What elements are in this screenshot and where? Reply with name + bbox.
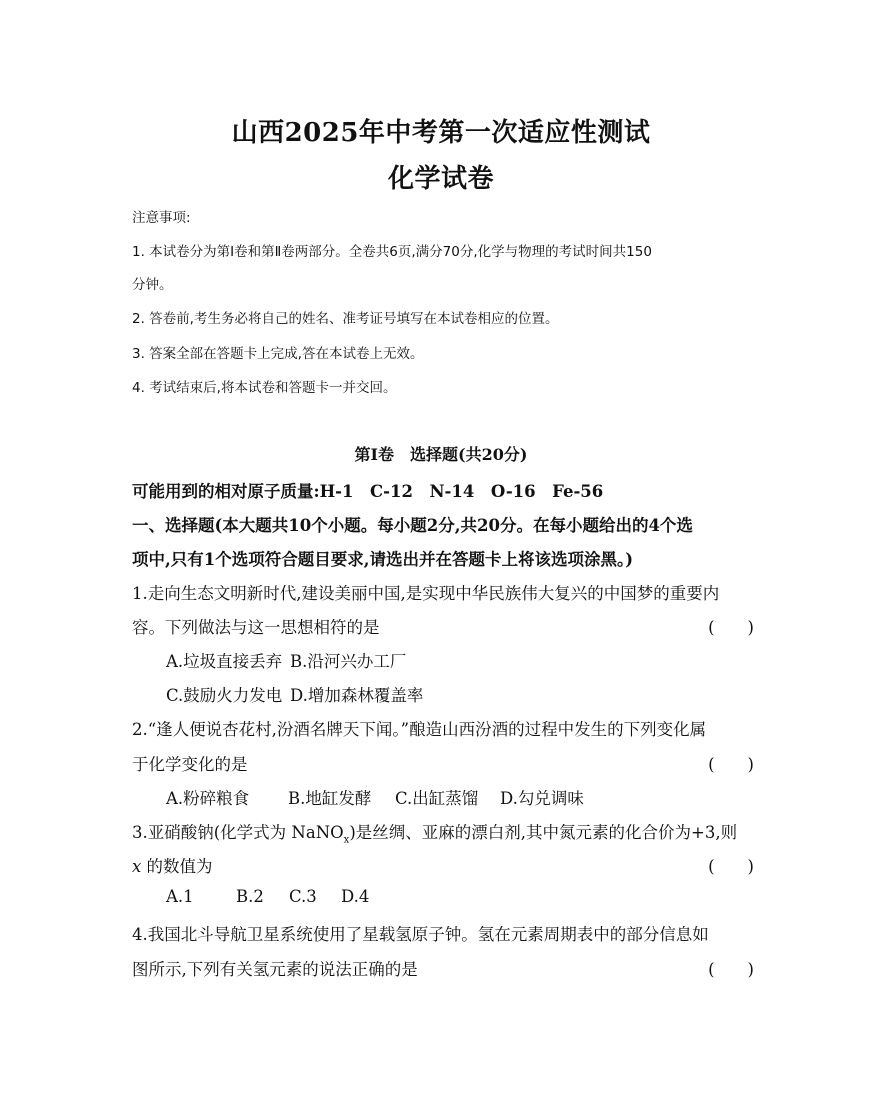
question-3-text-pre: 3.亚硝酸钠(化学式为 NaNO xyxy=(132,823,344,842)
question-1-line-2: 容。下列做法与这一思想相符的是 xyxy=(132,618,380,637)
question-1-option-c: C.鼓励火力发电 xyxy=(166,686,283,705)
instruction-line-2: 项中,只有1个选项符合题目要求,请选出并在答题卡上将该选项涂黑。) xyxy=(132,550,634,569)
notice-item-4: 4. 考试结束后,将本试卷和答题卡一并交回。 xyxy=(132,380,397,396)
question-3-variable: x xyxy=(132,857,142,876)
question-4-answer-paren: ( ) xyxy=(708,960,754,979)
question-2-option-a: A.粉碎粮食 xyxy=(166,789,250,808)
notice-item-3: 3. 答案全部在答题卡上完成,答在本试卷上无效。 xyxy=(132,346,424,362)
question-4-line-1: 4.我国北斗导航卫星系统使用了星载氢原子钟。氢在元素周期表中的部分信息如 xyxy=(132,925,709,944)
question-1-option-a: A.垃圾直接丢弃 xyxy=(166,652,283,671)
question-1-answer-paren: ( ) xyxy=(708,618,754,637)
question-3-option-b: B.2 xyxy=(236,887,264,906)
question-1-option-d: D.增加森林覆盖率 xyxy=(290,686,424,705)
question-4-line-2: 图所示,下列有关氢元素的说法正确的是 xyxy=(132,960,418,979)
atomic-mass-line: 可能用到的相对原子质量:H-1 C-12 N-14 O-16 Fe-56 xyxy=(132,482,604,501)
notice-item-2: 2. 答卷前,考生务必将自己的姓名、准考证号填写在本试卷相应的位置。 xyxy=(132,311,559,327)
section-title: 第Ⅰ卷 选择题(共20分) xyxy=(354,445,528,464)
notice-heading: 注意事项: xyxy=(132,210,191,226)
notice-item-1b: 分钟。 xyxy=(132,277,173,293)
notice-item-1a: 1. 本试卷分为第Ⅰ卷和第Ⅱ卷两部分。全卷共6页,满分70分,化学与物理的考试时间共150 xyxy=(132,244,652,260)
question-3-line-2-text: 的数值为 xyxy=(141,857,213,876)
question-3-line-1 xyxy=(132,819,737,845)
question-2-option-d: D.勾兑调味 xyxy=(500,789,584,808)
question-3-text-post: )是丝绸、亚麻的漂白剂,其中氮元素的化合价为+3,则 xyxy=(349,823,738,842)
question-3-line-2 xyxy=(132,853,213,877)
question-3-option-d: D.4 xyxy=(341,887,370,906)
question-2-line-1: 2.“逢人便说杏花村,汾酒名牌天下闻。”酿造山西汾酒的过程中发生的下列变化属 xyxy=(132,720,707,739)
question-1-line-1: 1.走向生态文明新时代,建设美丽中国,是实现中华民族伟大复兴的中国梦的重要内 xyxy=(132,584,720,603)
question-3-subscript: x xyxy=(343,834,350,846)
question-2-line-2: 于化学变化的是 xyxy=(132,755,248,774)
instruction-line-1: 一、选择题(本大题共10个小题。每小题2分,共20分。在每小题给出的4个选 xyxy=(132,516,693,535)
question-3-option-c: C.3 xyxy=(289,887,317,906)
question-2-answer-paren: ( ) xyxy=(708,755,754,774)
question-3-option-a: A.1 xyxy=(166,887,194,906)
exam-subject-title: 化学试卷 xyxy=(387,164,494,194)
exam-title: 山西2025年中考第一次适应性测试 xyxy=(231,118,651,148)
question-1-option-b: B.沿河兴办工厂 xyxy=(290,652,407,671)
question-2-option-b: B.地缸发酵 xyxy=(288,789,372,808)
question-2-option-c: C.出缸蒸馏 xyxy=(395,789,479,808)
question-3-answer-paren: ( ) xyxy=(708,857,754,876)
